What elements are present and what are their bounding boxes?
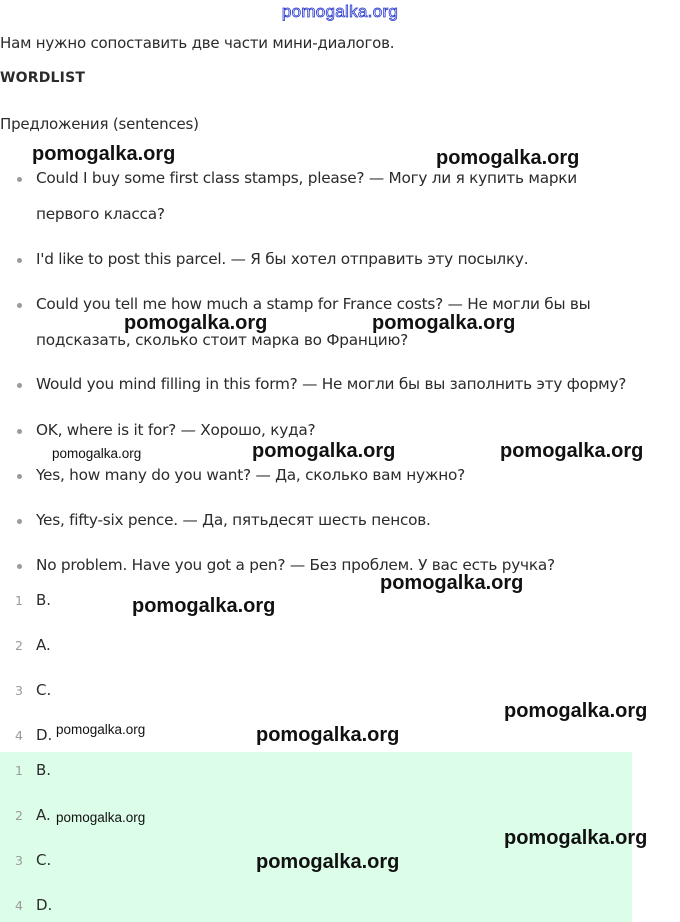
- watermark: pomogalka.org: [32, 143, 176, 165]
- watermark: pomogalka.org: [56, 810, 146, 825]
- bullet-icon: [17, 177, 22, 182]
- list-item: Could I buy some first class stamps, please? — Могу ли я купить марки: [36, 169, 577, 187]
- watermark: pomogalka.org: [504, 827, 648, 849]
- bullet-icon: [17, 303, 22, 308]
- bullet-icon: [17, 519, 22, 524]
- list-item: Yes, fifty-six pence. — Да, пятьдесят шесть пенсов.: [36, 511, 431, 529]
- sentences-label: Предложения (sentences): [0, 115, 199, 133]
- list-item: Would you mind filling in this form? — Не могли бы вы заполнить эту форму?: [36, 375, 627, 393]
- watermark: pomogalka.org: [372, 312, 516, 334]
- list-item-continuation: первого класса?: [36, 205, 165, 223]
- answer-number: 3: [15, 853, 23, 868]
- answer-number: 4: [15, 898, 23, 913]
- answer-number: 2: [15, 638, 23, 653]
- answer-number: 3: [15, 683, 23, 698]
- wordlist-heading: WORDLIST: [0, 70, 86, 86]
- list-item: Yes, how many do you want? — Да, сколько вам нужно?: [36, 466, 466, 484]
- watermark: pomogalka.org: [436, 147, 580, 169]
- answer-value: C.: [36, 681, 52, 699]
- watermark: pomogalka.org: [56, 722, 146, 737]
- watermark: pomogalka.org: [52, 446, 142, 461]
- answer-value: D.: [36, 726, 53, 744]
- answer-value: A.: [36, 806, 51, 824]
- answer-value: C.: [36, 851, 52, 869]
- answer-number: 1: [15, 763, 23, 778]
- watermark: pomogalka.org: [252, 440, 396, 462]
- answer-value: A.: [36, 636, 51, 654]
- watermark: pomogalka.org: [256, 851, 400, 873]
- list-item: No problem. Have you got a pen? — Без проблем. У вас есть ручка?: [36, 556, 555, 574]
- answer-number: 1: [15, 593, 23, 608]
- watermark: pomogalka.org: [124, 312, 268, 334]
- answer-value: B.: [36, 591, 52, 609]
- bullet-icon: [17, 564, 22, 569]
- answer-box: [0, 752, 632, 922]
- watermark: pomogalka.org: [504, 700, 648, 722]
- watermark: pomogalka.org: [256, 724, 400, 746]
- list-item: I'd like to post this parcel. — Я бы хотел отправить эту посылку.: [36, 250, 529, 268]
- answer-value: B.: [36, 761, 52, 779]
- watermark: pomogalka.org: [380, 572, 524, 594]
- answer-value: D.: [36, 896, 53, 914]
- list-item: OK, where is it for? — Хорошо, куда?: [36, 421, 316, 439]
- bullet-icon: [17, 258, 22, 263]
- site-header-watermark: pomogalka.org: [281, 2, 399, 21]
- bullet-icon: [17, 383, 22, 388]
- bullet-icon: [17, 429, 22, 434]
- answer-number: 2: [15, 808, 23, 823]
- watermark: pomogalka.org: [500, 440, 644, 462]
- answer-number: 4: [15, 728, 23, 743]
- list-item: Could you tell me how much a stamp for France costs? — Не могли бы вы: [36, 295, 591, 313]
- bullet-icon: [17, 474, 22, 479]
- watermark: pomogalka.org: [132, 595, 276, 617]
- list-item-continuation: подсказать, сколько стоит марка во Францию?: [36, 331, 408, 349]
- task-intro: Нам нужно сопоставить две части мини-диалогов.: [0, 34, 395, 52]
